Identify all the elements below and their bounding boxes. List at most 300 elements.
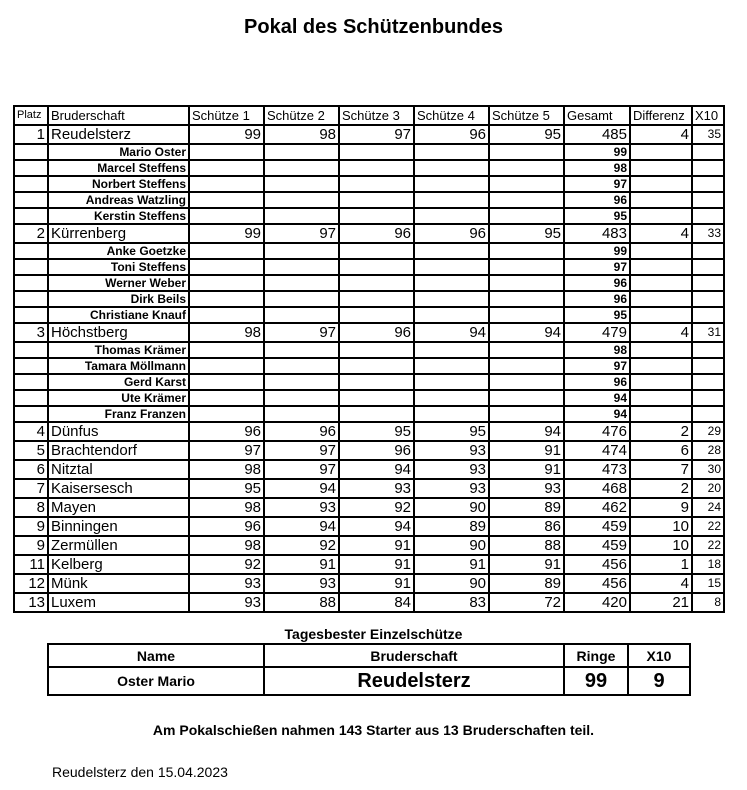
schuetze-3-cell	[339, 176, 414, 192]
schuetze-5-cell: 95	[489, 224, 564, 243]
team-name-cell: Zermüllen	[48, 536, 189, 555]
x10-cell	[692, 390, 724, 406]
x10-cell	[692, 160, 724, 176]
team-name-cell: Kelberg	[48, 555, 189, 574]
differenz-cell: 10	[630, 536, 692, 555]
team-row	[14, 498, 724, 517]
differenz-cell: 4	[630, 224, 692, 243]
schuetze-4-cell	[414, 243, 489, 259]
differenz-cell	[630, 259, 692, 275]
schuetze-4-cell	[414, 176, 489, 192]
member-score-cell: 94	[564, 390, 630, 406]
schuetze-1-cell	[189, 291, 264, 307]
gesamt-cell: 485	[564, 125, 630, 144]
differenz-cell	[630, 307, 692, 323]
member-score-cell: 96	[564, 374, 630, 390]
schuetze-3-cell	[339, 192, 414, 208]
member-score-cell: 96	[564, 275, 630, 291]
best-ringe: 99	[564, 667, 628, 695]
schuetze-1-cell: 93	[189, 574, 264, 593]
gesamt-cell: 420	[564, 593, 630, 612]
best-bruderschaft: Reudelsterz	[264, 667, 564, 695]
team-name-cell: Reudelsterz	[48, 125, 189, 144]
platz-cell: 12	[14, 574, 48, 593]
platz-cell: 1	[14, 125, 48, 144]
schuetze-5-cell: 86	[489, 517, 564, 536]
best-shooter-table	[47, 643, 691, 696]
header-schuetze-3: Schütze 3	[339, 106, 414, 125]
member-row	[14, 160, 724, 176]
differenz-cell	[630, 208, 692, 224]
schuetze-2-cell	[264, 176, 339, 192]
differenz-cell	[630, 342, 692, 358]
schuetze-5-cell	[489, 208, 564, 224]
schuetze-3-cell	[339, 275, 414, 291]
schuetze-2-cell: 91	[264, 555, 339, 574]
schuetze-4-cell	[414, 358, 489, 374]
schuetze-2-cell	[264, 144, 339, 160]
schuetze-1-cell: 99	[189, 224, 264, 243]
differenz-cell: 2	[630, 422, 692, 441]
schuetze-1-cell	[189, 259, 264, 275]
schuetze-1-cell: 98	[189, 323, 264, 342]
schuetze-3-cell: 96	[339, 323, 414, 342]
team-name-cell: Luxem	[48, 593, 189, 612]
platz-cell	[14, 342, 48, 358]
member-name-cell: Toni Steffens	[48, 259, 189, 275]
team-row	[14, 536, 724, 555]
schuetze-2-cell	[264, 358, 339, 374]
x10-cell: 15	[692, 574, 724, 593]
team-row	[14, 422, 724, 441]
x10-cell: 29	[692, 422, 724, 441]
page-title: Pokal des Schützenbundes	[244, 16, 503, 38]
x10-cell	[692, 342, 724, 358]
member-name-cell: Franz Franzen	[48, 406, 189, 422]
place-date: Reudelsterz den 15.04.2023	[52, 764, 228, 780]
schuetze-4-cell	[414, 275, 489, 291]
member-score-cell: 96	[564, 291, 630, 307]
schuetze-3-cell: 96	[339, 441, 414, 460]
schuetze-4-cell: 93	[414, 479, 489, 498]
differenz-cell: 21	[630, 593, 692, 612]
member-row	[14, 275, 724, 291]
schuetze-5-cell: 94	[489, 422, 564, 441]
schuetze-4-cell	[414, 342, 489, 358]
schuetze-5-cell	[489, 390, 564, 406]
member-name-cell: Anke Goetzke	[48, 243, 189, 259]
schuetze-2-cell	[264, 406, 339, 422]
schuetze-2-cell: 97	[264, 460, 339, 479]
platz-cell	[14, 192, 48, 208]
team-name-cell: Mayen	[48, 498, 189, 517]
platz-cell	[14, 259, 48, 275]
member-score-cell: 94	[564, 406, 630, 422]
platz-cell	[14, 275, 48, 291]
schuetze-1-cell: 97	[189, 441, 264, 460]
gesamt-cell: 474	[564, 441, 630, 460]
gesamt-cell: 462	[564, 498, 630, 517]
gesamt-cell: 456	[564, 555, 630, 574]
schuetze-2-cell: 94	[264, 517, 339, 536]
differenz-cell: 4	[630, 125, 692, 144]
schuetze-2-cell	[264, 259, 339, 275]
best-header-name: Name	[48, 644, 264, 667]
schuetze-1-cell	[189, 208, 264, 224]
schuetze-3-cell: 96	[339, 224, 414, 243]
differenz-cell	[630, 406, 692, 422]
platz-cell: 9	[14, 517, 48, 536]
schuetze-5-cell: 95	[489, 125, 564, 144]
platz-cell: 4	[14, 422, 48, 441]
platz-cell: 9	[14, 536, 48, 555]
platz-cell	[14, 390, 48, 406]
schuetze-3-cell	[339, 374, 414, 390]
team-row	[14, 555, 724, 574]
schuetze-3-cell: 93	[339, 479, 414, 498]
member-name-cell: Werner Weber	[48, 275, 189, 291]
schuetze-4-cell: 83	[414, 593, 489, 612]
team-row	[14, 125, 724, 144]
schuetze-3-cell	[339, 342, 414, 358]
schuetze-2-cell	[264, 390, 339, 406]
x10-cell	[692, 275, 724, 291]
team-name-cell: Binningen	[48, 517, 189, 536]
x10-cell	[692, 291, 724, 307]
best-header-x10: X10	[628, 644, 690, 667]
schuetze-2-cell: 97	[264, 224, 339, 243]
team-name-cell: Dünfus	[48, 422, 189, 441]
schuetze-2-cell	[264, 307, 339, 323]
member-score-cell: 97	[564, 358, 630, 374]
schuetze-2-cell: 92	[264, 536, 339, 555]
member-row	[14, 390, 724, 406]
differenz-cell	[630, 160, 692, 176]
member-score-cell: 97	[564, 259, 630, 275]
platz-cell	[14, 208, 48, 224]
best-header-bruderschaft: Bruderschaft	[264, 644, 564, 667]
header-differenz: Differenz	[630, 106, 692, 125]
platz-cell: 11	[14, 555, 48, 574]
platz-cell	[14, 358, 48, 374]
differenz-cell: 9	[630, 498, 692, 517]
x10-cell	[692, 144, 724, 160]
platz-cell	[14, 144, 48, 160]
schuetze-3-cell: 97	[339, 125, 414, 144]
differenz-cell: 2	[630, 479, 692, 498]
x10-cell: 24	[692, 498, 724, 517]
schuetze-5-cell	[489, 291, 564, 307]
schuetze-5-cell	[489, 406, 564, 422]
schuetze-4-cell	[414, 144, 489, 160]
platz-cell	[14, 307, 48, 323]
header-x10: X10	[692, 106, 724, 125]
x10-cell: 18	[692, 555, 724, 574]
team-row	[14, 224, 724, 243]
x10-cell	[692, 243, 724, 259]
member-name-cell: Kerstin Steffens	[48, 208, 189, 224]
differenz-cell	[630, 390, 692, 406]
schuetze-5-cell	[489, 342, 564, 358]
best-shooter-title: Tagesbester Einzelschütze	[284, 626, 463, 642]
best-name: Oster Mario	[48, 667, 264, 695]
schuetze-4-cell: 93	[414, 460, 489, 479]
schuetze-5-cell: 72	[489, 593, 564, 612]
team-name-cell: Höchstberg	[48, 323, 189, 342]
schuetze-2-cell	[264, 275, 339, 291]
platz-cell	[14, 176, 48, 192]
schuetze-4-cell: 90	[414, 574, 489, 593]
differenz-cell: 6	[630, 441, 692, 460]
schuetze-1-cell	[189, 144, 264, 160]
schuetze-1-cell	[189, 358, 264, 374]
schuetze-5-cell: 88	[489, 536, 564, 555]
member-row	[14, 307, 724, 323]
platz-cell	[14, 160, 48, 176]
schuetze-5-cell	[489, 192, 564, 208]
platz-cell	[14, 291, 48, 307]
differenz-cell	[630, 374, 692, 390]
schuetze-5-cell: 91	[489, 441, 564, 460]
schuetze-2-cell: 96	[264, 422, 339, 441]
member-score-cell: 95	[564, 208, 630, 224]
schuetze-1-cell	[189, 160, 264, 176]
team-row	[14, 323, 724, 342]
schuetze-3-cell: 92	[339, 498, 414, 517]
differenz-cell: 4	[630, 574, 692, 593]
schuetze-3-cell	[339, 144, 414, 160]
platz-cell: 8	[14, 498, 48, 517]
member-score-cell: 98	[564, 160, 630, 176]
schuetze-4-cell: 95	[414, 422, 489, 441]
team-name-cell: Kürrenberg	[48, 224, 189, 243]
schuetze-4-cell	[414, 307, 489, 323]
x10-cell	[692, 406, 724, 422]
best-shooter-header-row	[48, 644, 690, 667]
header-gesamt: Gesamt	[564, 106, 630, 125]
schuetze-2-cell	[264, 243, 339, 259]
gesamt-cell: 459	[564, 517, 630, 536]
header-schuetze-5: Schütze 5	[489, 106, 564, 125]
schuetze-3-cell	[339, 406, 414, 422]
schuetze-4-cell: 96	[414, 125, 489, 144]
member-name-cell: Gerd Karst	[48, 374, 189, 390]
schuetze-4-cell: 89	[414, 517, 489, 536]
gesamt-cell: 479	[564, 323, 630, 342]
team-row	[14, 593, 724, 612]
schuetze-3-cell	[339, 291, 414, 307]
table-header-row	[14, 106, 724, 125]
schuetze-4-cell: 90	[414, 536, 489, 555]
member-row	[14, 176, 724, 192]
schuetze-4-cell	[414, 390, 489, 406]
schuetze-5-cell: 91	[489, 555, 564, 574]
differenz-cell	[630, 176, 692, 192]
differenz-cell	[630, 144, 692, 160]
schuetze-2-cell	[264, 374, 339, 390]
platz-cell: 5	[14, 441, 48, 460]
member-row	[14, 406, 724, 422]
differenz-cell	[630, 358, 692, 374]
x10-cell	[692, 192, 724, 208]
schuetze-5-cell	[489, 243, 564, 259]
schuetze-4-cell	[414, 259, 489, 275]
platz-cell	[14, 406, 48, 422]
member-row	[14, 208, 724, 224]
schuetze-5-cell	[489, 144, 564, 160]
schuetze-1-cell	[189, 307, 264, 323]
schuetze-1-cell: 96	[189, 517, 264, 536]
member-score-cell: 98	[564, 342, 630, 358]
platz-cell: 3	[14, 323, 48, 342]
member-row	[14, 243, 724, 259]
member-score-cell: 97	[564, 176, 630, 192]
member-row	[14, 259, 724, 275]
schuetze-2-cell: 88	[264, 593, 339, 612]
platz-cell: 7	[14, 479, 48, 498]
x10-cell: 28	[692, 441, 724, 460]
schuetze-3-cell	[339, 160, 414, 176]
gesamt-cell: 473	[564, 460, 630, 479]
schuetze-1-cell	[189, 406, 264, 422]
team-row	[14, 517, 724, 536]
member-row	[14, 192, 724, 208]
schuetze-5-cell	[489, 275, 564, 291]
schuetze-5-cell: 91	[489, 460, 564, 479]
schuetze-4-cell	[414, 208, 489, 224]
schuetze-1-cell	[189, 275, 264, 291]
header-schuetze-4: Schütze 4	[414, 106, 489, 125]
member-name-cell: Thomas Krämer	[48, 342, 189, 358]
schuetze-2-cell	[264, 208, 339, 224]
header-bruderschaft: Bruderschaft	[48, 106, 189, 125]
schuetze-3-cell	[339, 208, 414, 224]
x10-cell	[692, 176, 724, 192]
team-name-cell: Kaisersesch	[48, 479, 189, 498]
schuetze-5-cell: 93	[489, 479, 564, 498]
platz-cell: 13	[14, 593, 48, 612]
platz-cell: 6	[14, 460, 48, 479]
schuetze-1-cell	[189, 243, 264, 259]
member-row	[14, 291, 724, 307]
schuetze-2-cell	[264, 192, 339, 208]
schuetze-3-cell: 91	[339, 555, 414, 574]
schuetze-2-cell: 97	[264, 323, 339, 342]
x10-cell: 30	[692, 460, 724, 479]
member-name-cell: Dirk Beils	[48, 291, 189, 307]
schuetze-3-cell	[339, 358, 414, 374]
schuetze-5-cell	[489, 374, 564, 390]
schuetze-1-cell	[189, 342, 264, 358]
differenz-cell: 4	[630, 323, 692, 342]
schuetze-1-cell	[189, 390, 264, 406]
member-score-cell: 99	[564, 243, 630, 259]
schuetze-3-cell: 94	[339, 517, 414, 536]
participation-note: Am Pokalschießen nahmen 143 Starter aus 13 Bruderschaften teil.	[152, 722, 595, 738]
schuetze-2-cell: 97	[264, 441, 339, 460]
schuetze-4-cell: 94	[414, 323, 489, 342]
schuetze-3-cell	[339, 307, 414, 323]
member-name-cell: Ute Krämer	[48, 390, 189, 406]
schuetze-1-cell: 92	[189, 555, 264, 574]
differenz-cell	[630, 192, 692, 208]
member-name-cell: Tamara Möllmann	[48, 358, 189, 374]
x10-cell: 20	[692, 479, 724, 498]
schuetze-4-cell	[414, 374, 489, 390]
x10-cell	[692, 259, 724, 275]
schuetze-2-cell	[264, 342, 339, 358]
team-row	[14, 479, 724, 498]
differenz-cell: 1	[630, 555, 692, 574]
team-name-cell: Brachtendorf	[48, 441, 189, 460]
x10-cell: 35	[692, 125, 724, 144]
schuetze-2-cell: 94	[264, 479, 339, 498]
schuetze-4-cell: 91	[414, 555, 489, 574]
gesamt-cell: 468	[564, 479, 630, 498]
schuetze-4-cell	[414, 291, 489, 307]
member-name-cell: Andreas Watzling	[48, 192, 189, 208]
x10-cell: 22	[692, 536, 724, 555]
member-row	[14, 374, 724, 390]
x10-cell: 31	[692, 323, 724, 342]
x10-cell	[692, 208, 724, 224]
member-row	[14, 342, 724, 358]
schuetze-2-cell: 93	[264, 574, 339, 593]
schuetze-3-cell: 91	[339, 574, 414, 593]
x10-cell	[692, 374, 724, 390]
member-name-cell: Mario Oster	[48, 144, 189, 160]
member-score-cell: 99	[564, 144, 630, 160]
schuetze-1-cell: 98	[189, 536, 264, 555]
schuetze-3-cell	[339, 243, 414, 259]
team-row	[14, 460, 724, 479]
schuetze-5-cell	[489, 160, 564, 176]
schuetze-3-cell: 95	[339, 422, 414, 441]
team-row	[14, 574, 724, 593]
member-score-cell: 96	[564, 192, 630, 208]
schuetze-1-cell: 95	[189, 479, 264, 498]
team-name-cell: Münk	[48, 574, 189, 593]
platz-cell	[14, 374, 48, 390]
schuetze-5-cell	[489, 307, 564, 323]
schuetze-5-cell: 94	[489, 323, 564, 342]
schuetze-5-cell	[489, 176, 564, 192]
schuetze-5-cell	[489, 259, 564, 275]
schuetze-3-cell: 91	[339, 536, 414, 555]
x10-cell	[692, 358, 724, 374]
schuetze-4-cell: 90	[414, 498, 489, 517]
differenz-cell	[630, 275, 692, 291]
schuetze-4-cell: 93	[414, 441, 489, 460]
best-header-ringe: Ringe	[564, 644, 628, 667]
platz-cell: 2	[14, 224, 48, 243]
schuetze-5-cell: 89	[489, 574, 564, 593]
schuetze-2-cell	[264, 291, 339, 307]
platz-cell	[14, 243, 48, 259]
header-schuetze-2: Schütze 2	[264, 106, 339, 125]
schuetze-1-cell: 99	[189, 125, 264, 144]
schuetze-3-cell	[339, 390, 414, 406]
member-row	[14, 358, 724, 374]
team-name-cell: Nitztal	[48, 460, 189, 479]
schuetze-1-cell	[189, 374, 264, 390]
best-x10: 9	[628, 667, 690, 695]
schuetze-2-cell: 93	[264, 498, 339, 517]
schuetze-2-cell	[264, 160, 339, 176]
schuetze-2-cell: 98	[264, 125, 339, 144]
schuetze-1-cell	[189, 176, 264, 192]
schuetze-4-cell	[414, 192, 489, 208]
